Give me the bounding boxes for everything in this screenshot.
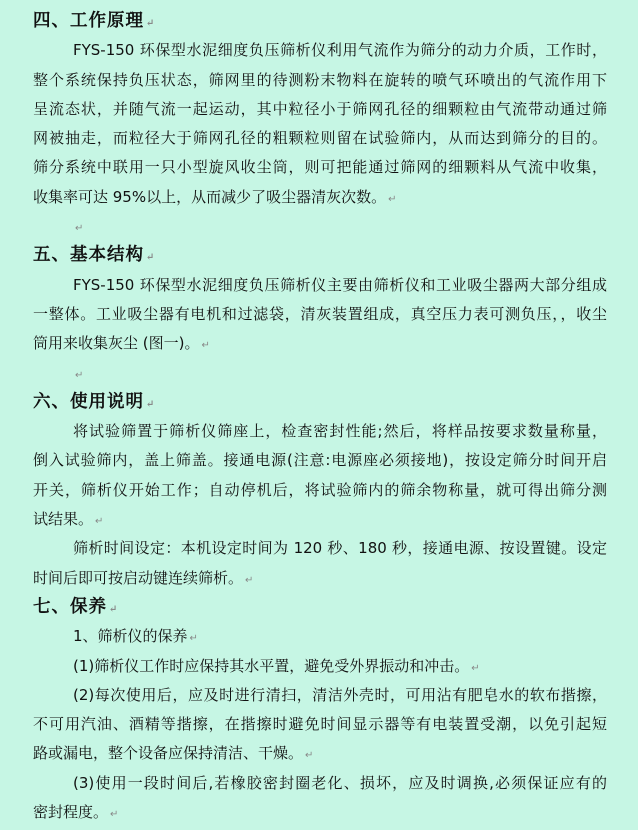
- section-heading: 七、保养 ↵: [33, 593, 607, 622]
- paragraph: [33, 271, 607, 359]
- section-heading: 五、基本结构 ↵: [33, 241, 607, 270]
- text-line: 筛分系统中联用一只小型旋风收尘筒，则可把能通过筛网的细颗料从气流中收集，: [33, 158, 607, 177]
- empty-line: [33, 212, 607, 241]
- text-line: 1、筛析仪的保养 ↵: [33, 622, 607, 651]
- paragraph: [33, 652, 607, 681]
- text-line: 将试验筛置于筛析仪筛座上，检查密封性能;然后，将样品按要求数量称量，: [73, 422, 607, 441]
- paragraph: [33, 622, 607, 651]
- paragraph: [33, 36, 607, 212]
- section: [33, 7, 607, 241]
- text-line: 密封程度。 ↵: [33, 798, 607, 827]
- text-line: (1)筛析仪工作时应保持其水平置，避免受外界振动和冲击。 ↵: [33, 652, 607, 681]
- text-line: 时间后即可按启动键连续筛析。 ↵: [33, 564, 607, 593]
- section: [33, 241, 607, 387]
- text-line: 倒入试验筛内，盖上筛盖。接通电源(注意:电源座必须接地)，按设定筛分时间开启: [33, 451, 607, 470]
- paragraph: [33, 769, 607, 828]
- section: [33, 593, 607, 827]
- text-line: FYS-150 环保型水泥细度负压筛析仪主要由筛析仪和工业吸尘器两大部分组成: [73, 275, 607, 294]
- text-line: 开关，筛析仪开始工作；自动停机后，将试验筛内的筛余物称量，就可得出筛分测: [33, 480, 607, 499]
- paragraph: [33, 534, 607, 593]
- text-line: 筒用来收集灰尘 (图一)。 ↵: [33, 329, 607, 358]
- text-line: 收集率可达 95%以上，从而减少了吸尘器清灰次数。 ↵: [33, 183, 607, 212]
- paragraph: [33, 417, 607, 534]
- document-body: [33, 7, 607, 827]
- text-line: 一整体。工业吸尘器有电机和过滤袋，清灰装置组成，真空压力表可测负压，，收尘: [33, 304, 607, 323]
- text-line: FYS-150 环保型水泥细度负压筛析仪利用气流作为筛分的动力介质，工作时，: [73, 41, 607, 60]
- section-heading: 六、使用说明 ↵: [33, 388, 607, 417]
- text-line: 路或漏电，整个设备应保持清洁、干燥。 ↵: [33, 739, 607, 768]
- text-line: 试结果。 ↵: [33, 505, 607, 534]
- empty-line: [33, 359, 607, 388]
- paragraph: [33, 212, 607, 241]
- text-line: 呈流态状，并随气流一起运动，其中粒径小于筛网孔径的细颗粒由气流带动通过筛: [33, 99, 607, 118]
- text-line: 筛析时间设定：本机设定时间为 120 秒、180 秒，接通电源、按设置键。设定: [73, 539, 607, 558]
- text-line: 网被抽走，而粒径大于筛网孔径的粗颗粒则留在试验筛内，从而达到筛分的目的。: [33, 129, 607, 148]
- text-line: 不可用汽油、酒精等揩擦，在揩擦时避免时间显示器等有电装置受潮，以免引起短: [33, 715, 607, 734]
- text-line: (3)使用一段时间后,若橡胶密封圈老化、损坏，应及时调换,必须保证应有的: [73, 773, 607, 792]
- paragraph: [33, 681, 607, 769]
- paragraph: [33, 359, 607, 388]
- text-line: (2)每次使用后，应及时进行清扫，清洁外壳时，可用沾有肥皂水的软布揩擦，: [73, 685, 607, 704]
- text-line: 整个系统保持负压状态，筛网里的待测粉末物料在旋转的喷气环喷出的气流作用下: [33, 70, 607, 89]
- section: [33, 388, 607, 593]
- section-heading: 四、工作原理 ↵: [33, 7, 607, 36]
